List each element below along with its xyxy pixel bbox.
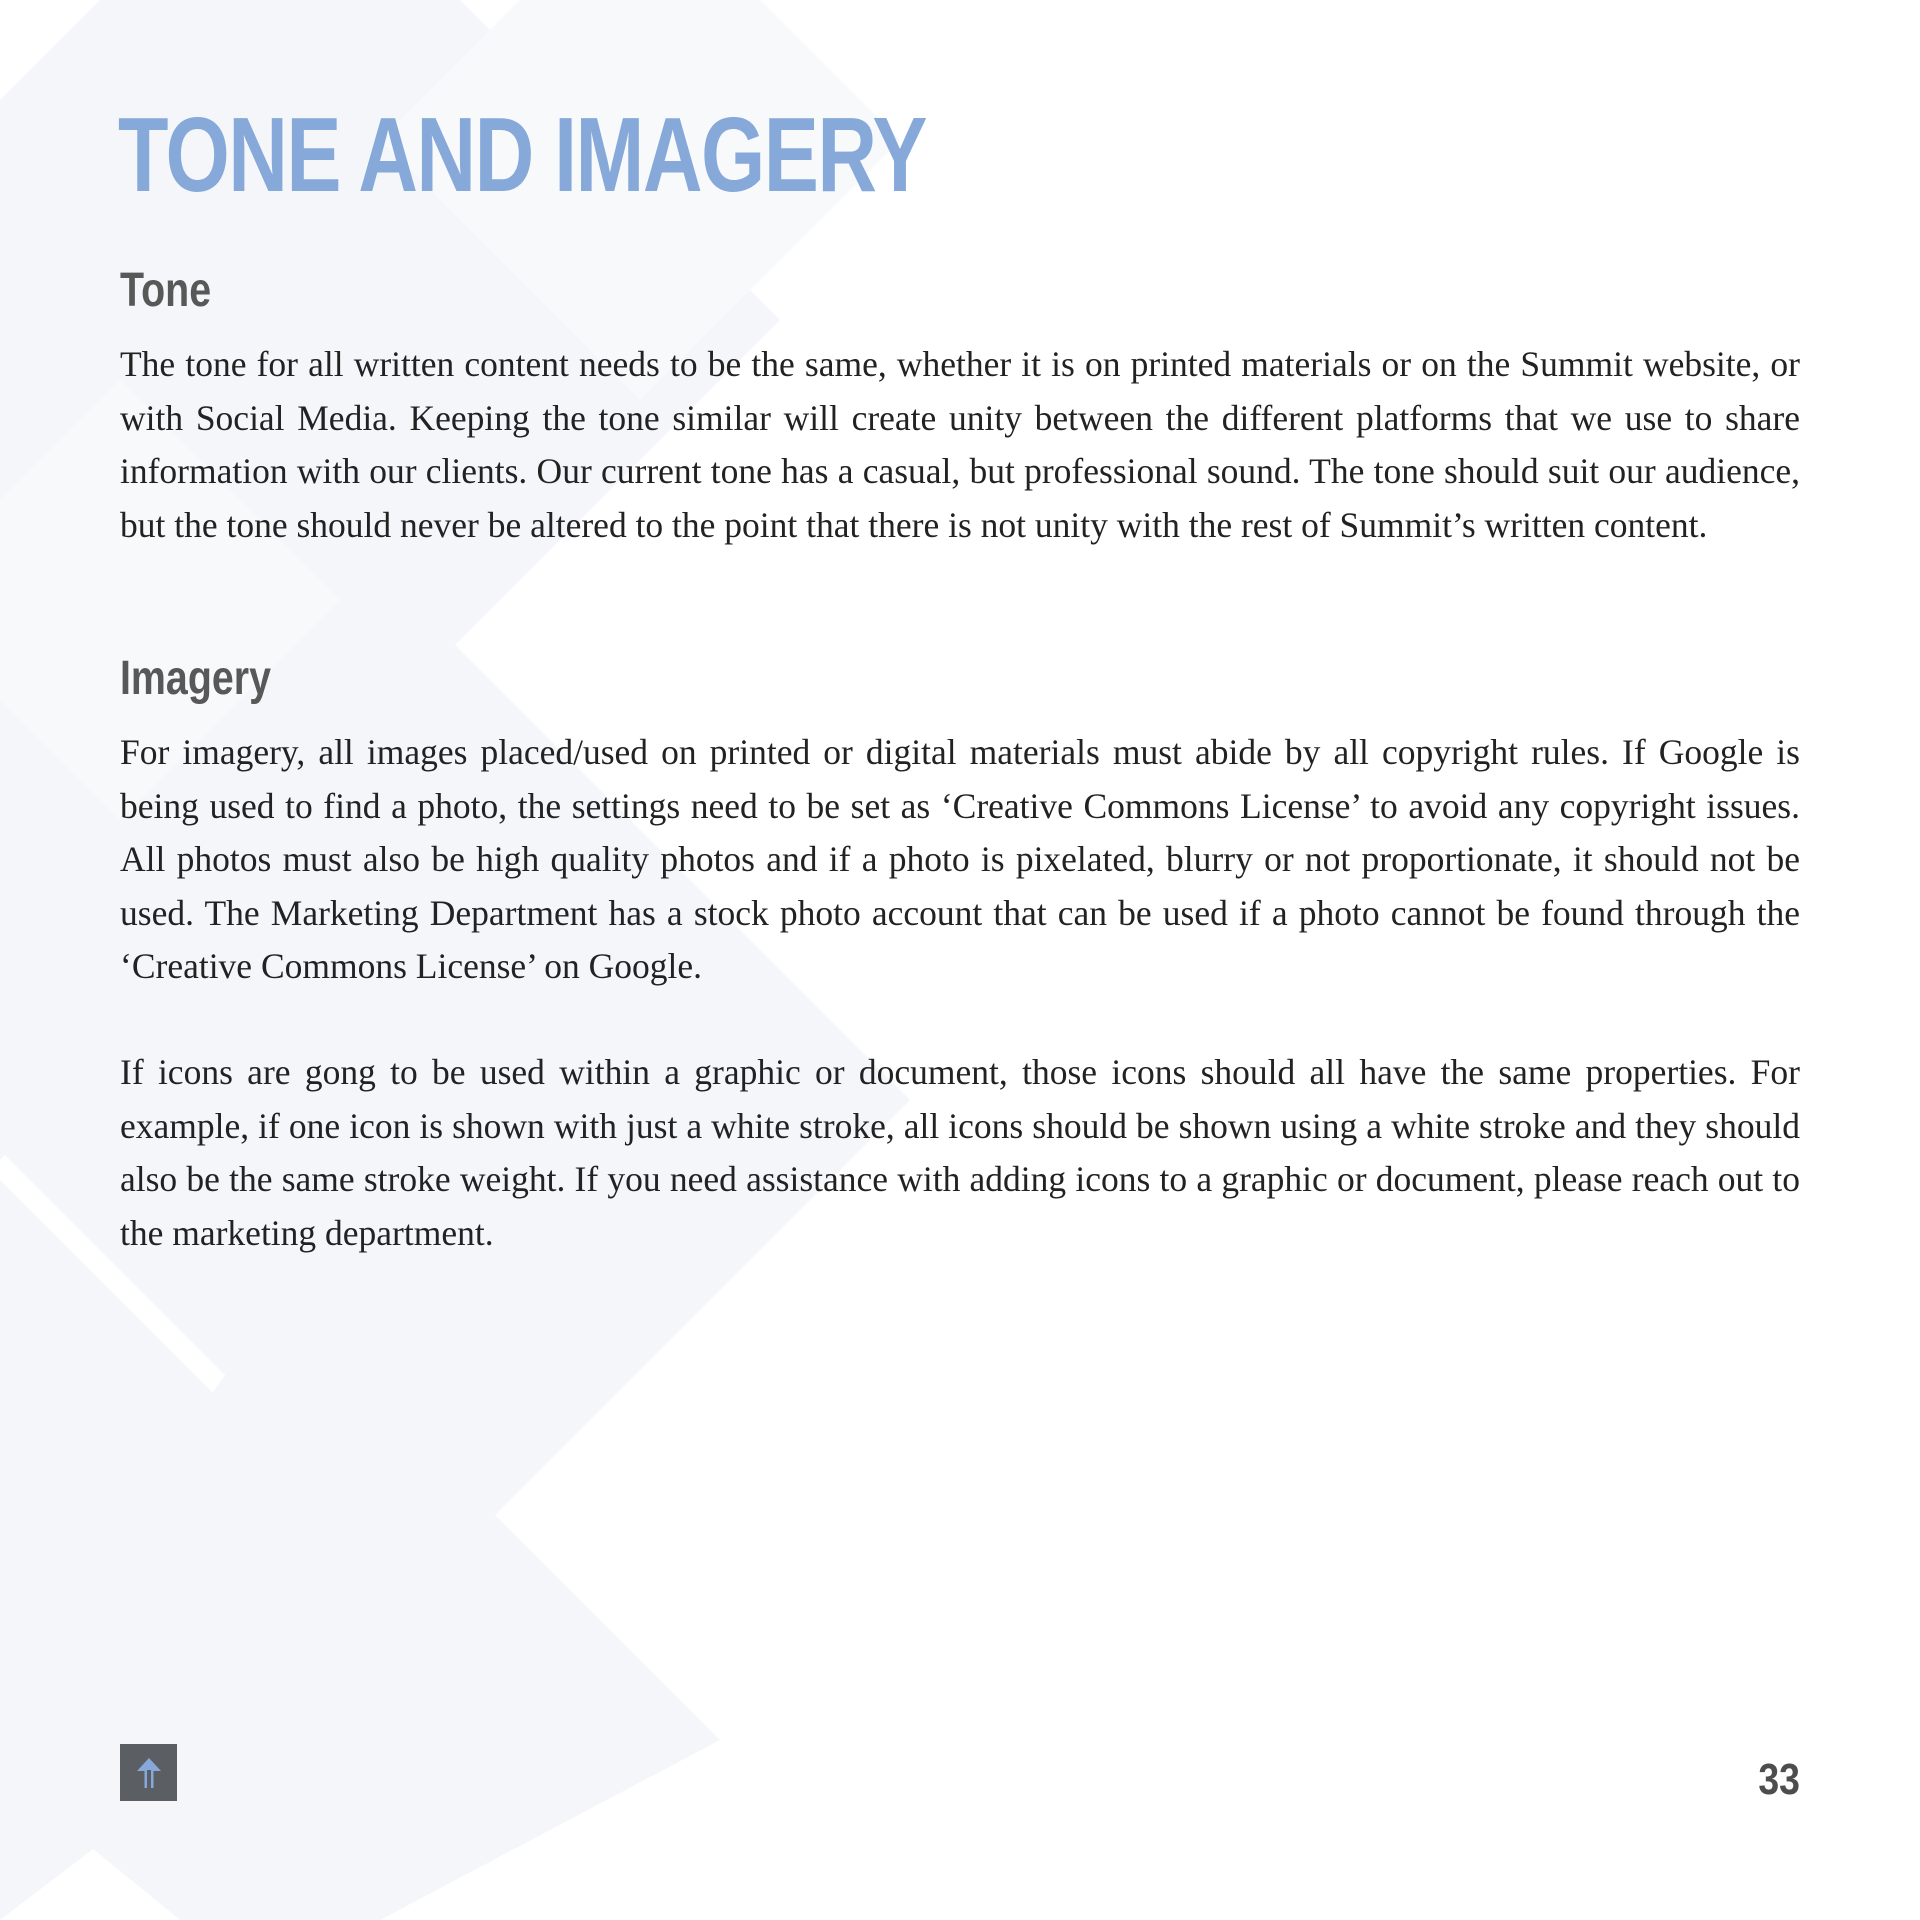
up-arrow-icon [134, 1756, 164, 1790]
page-title: TONE AND IMAGERY [118, 96, 927, 214]
page-number: 33 [1758, 1755, 1800, 1804]
imagery-paragraph-2: If icons are gong to be used within a graphic or document, those icons should all have the same properties. For example, if one icon is shown with just a white stroke, all icons should be shown using a white stroke and they should also be the same stroke weight. If you need assistance with adding icons to a graphic or document, please reach out to the marketing department. [120, 1052, 1800, 1253]
imagery-heading: Imagery [120, 652, 271, 705]
back-to-top-button[interactable] [120, 1744, 177, 1801]
tone-paragraph: The tone for all written content needs to be the same, whether it is on printed materials or on the Summit website, or with Social Media. Keeping the tone similar will create unity between the different platforms that we use to share information with our clients. Our current tone has a casual, but professional sound. The tone should suit our audience, but the tone should never be altered to the point that there is not unity with the rest of Summit’s written content. [120, 344, 1800, 545]
tone-heading: Tone [120, 264, 212, 317]
imagery-paragraph-1: For imagery, all images placed/used on printed or digital materials must abide by all copyright rules. If Google is being used to find a photo, the settings need to be set as ‘Creative Commons License’ to avoid any copyright issues. All photos must also be high quality photos and if a photo is pixelated, blurry or not proportionate, it should not be used. The Marketing Department has a stock photo account that can be used if a photo cannot be found through the ‘Creative Commons License’ on Google. [120, 732, 1800, 986]
